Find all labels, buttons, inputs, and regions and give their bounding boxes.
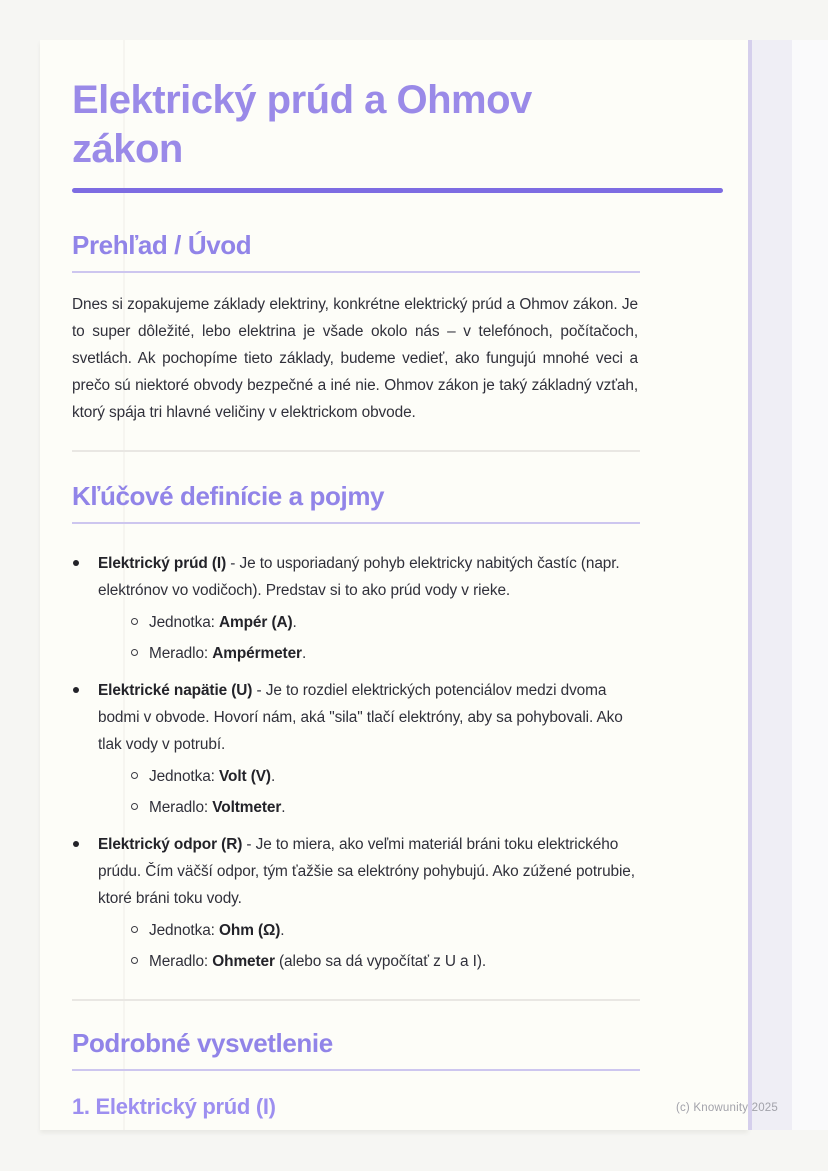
subitem-value: Ohm (Ω)	[219, 922, 281, 939]
definition-term: Elektrické napätie (U)	[98, 682, 253, 699]
details-subheading: 1. Elektrický prúd (I)	[72, 1094, 276, 1119]
section-divider	[72, 450, 640, 452]
subitem-value: Voltmeter	[212, 799, 282, 816]
definition-subitem	[131, 763, 638, 790]
subitem-label: Meradlo:	[149, 799, 213, 816]
definition-subitem	[131, 609, 638, 636]
definition-subitem	[131, 794, 638, 821]
right-margin-zone	[792, 40, 828, 1130]
definition-sublist	[131, 763, 638, 821]
section-details	[72, 1027, 748, 1121]
details-heading: Podrobné vysvetlenie	[72, 1028, 333, 1058]
subitem-value: Volt (V)	[219, 768, 271, 785]
section-definitions	[72, 480, 748, 975]
definitions-list	[72, 550, 638, 975]
subitem-suffix: (alebo sa dá vypočítať z U a I).	[274, 953, 487, 970]
definition-sublist	[131, 917, 638, 975]
subitem-label: Jednotka:	[149, 614, 220, 631]
page-content	[40, 40, 748, 1121]
doc-title: Elektrický prúd a Ohmov zákon	[72, 78, 532, 171]
definition-item	[72, 831, 638, 975]
intro-heading-underline	[72, 271, 640, 273]
section-intro	[72, 229, 748, 426]
subitem-label: Meradlo:	[149, 953, 213, 970]
section-divider	[72, 999, 640, 1001]
details-heading-underline	[72, 1069, 640, 1071]
subitem-value: Ampér (A)	[219, 614, 293, 631]
subitem-suffix: .	[280, 922, 285, 939]
subitem-suffix: .	[301, 645, 307, 662]
subitem-suffix: .	[270, 768, 276, 785]
definition-item	[72, 550, 638, 667]
definition-subitem	[131, 948, 638, 975]
definition-term: Elektrický odpor (R)	[98, 836, 243, 853]
definition-subitem	[131, 640, 638, 667]
definition-term: Elektrický prúd (I)	[98, 555, 227, 572]
intro-paragraph: Dnes si zopakujeme základy elektriny, konkrétne elektrický prúd a Ohmov zákon. Je to super dôležité, lebo elektrina je všade okolo nás – v telefónoch, počítačoch, svetlách. Ak pochopíme tieto základy, budeme vedieť, ako fungujú mnohé veci a prečo sú niektoré obvody bezpečné a iné nie. Ohmov zákon je taký základný vzťah, ktorý spája tri hlavné veličiny v elektrickom obvode.	[72, 296, 638, 421]
watermark: (c) Knowunity 2025	[675, 1102, 778, 1114]
definitions-heading: Kľúčové definície a pojmy	[72, 481, 385, 511]
page-edge-strip	[752, 40, 792, 1130]
subitem-value: Ohmeter	[212, 953, 275, 970]
subitem-value: Ampérmeter	[212, 645, 302, 662]
subitem-suffix: .	[281, 799, 286, 816]
subitem-label: Jednotka:	[149, 768, 220, 785]
intro-heading: Prehľad / Úvod	[72, 230, 252, 260]
definitions-heading-underline	[72, 522, 640, 524]
subitem-suffix: .	[292, 614, 297, 631]
document-page	[40, 40, 748, 1130]
title-rule	[72, 188, 723, 193]
definition-description: - Je to usporiadaný pohyb elektricky nabitých častíc (napr. elektrónov vo vodičoch). Predstav si to ako prúd vody v rieke.	[98, 555, 620, 599]
definition-description: - Je to rozdiel elektrických potenciálov medzi dvoma bodmi v obvode. Hovorí nám, aká "sila" tlačí elektróny, aby sa pohybovali. Ako tlak vody v potrubí.	[98, 682, 623, 753]
subitem-label: Jednotka:	[149, 922, 220, 939]
subitem-label: Meradlo:	[149, 645, 213, 662]
definition-item	[72, 677, 638, 821]
definition-sublist	[131, 609, 638, 667]
definition-subitem	[131, 917, 638, 944]
definition-description: - Je to miera, ako veľmi materiál bráni toku elektrického prúdu. Čím väčší odpor, tým ťažšie sa elektróny pohybujú. Ako zúžené potrubie, ktoré bráni toku vody.	[98, 836, 635, 907]
